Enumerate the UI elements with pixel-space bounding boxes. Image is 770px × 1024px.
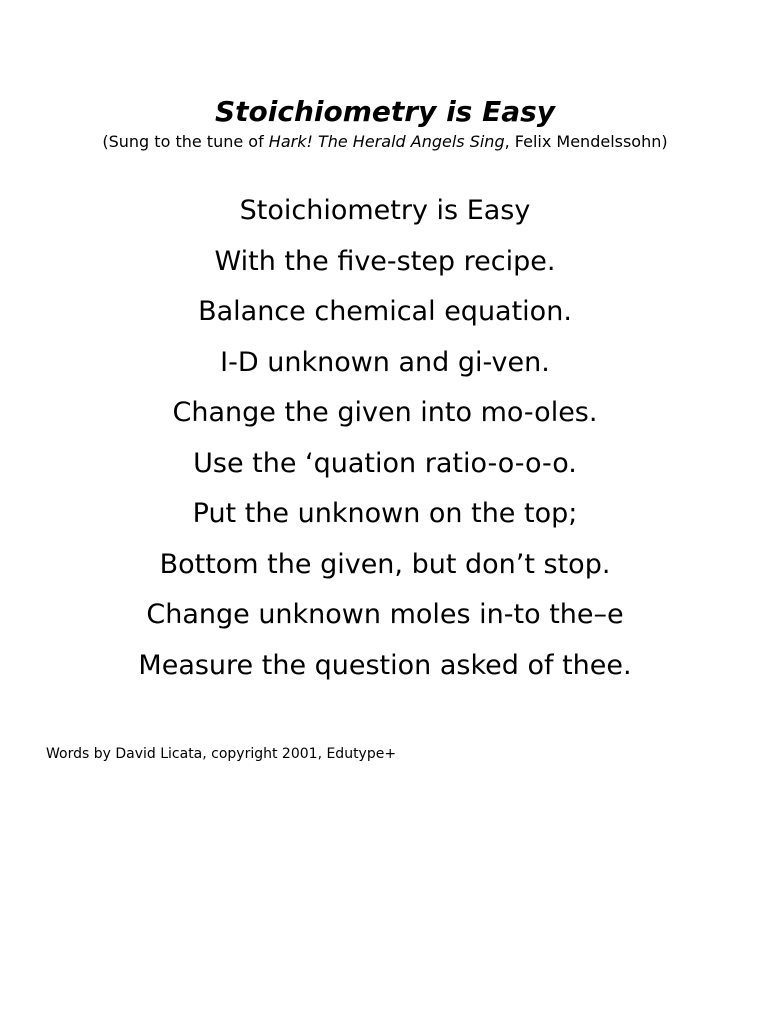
subtitle-suffix: , Felix Mendelssohn) [504, 132, 668, 151]
lyric-line-9: Change unknown moles in-to the–e [146, 599, 624, 630]
lyric-line-6: Use the ‘quation ratio-o-o-o. [193, 447, 577, 479]
lyric-line-2: With the five-step recipe. [214, 245, 556, 277]
lyric-line-7: Put the unknown on the top; [192, 498, 578, 529]
lyric-line-8: Bottom the given, but don’t stop. [159, 548, 611, 580]
song-title: Stoichiometry is Easy [214, 95, 556, 128]
subtitle-prefix: (Sung to the tune of [102, 132, 269, 151]
credit-line: Words by David Licata, copyright 2001, Edutype+ [46, 746, 397, 762]
lyric-line-1: Stoichiometry is Easy [239, 195, 531, 226]
lyric-line-10: Measure the question asked of thee. [138, 649, 632, 681]
lyric-line-4: I-D unknown and gi-ven. [220, 346, 550, 378]
song-subtitle [0, 130, 770, 154]
lyrics-block [0, 186, 770, 691]
subtitle-song-name: Hark! The Herald Angels Sing [268, 132, 505, 151]
lyric-line-5: Change the given into mo-oles. [172, 397, 598, 428]
lyric-line-3: Balance chemical equation. [198, 296, 572, 327]
